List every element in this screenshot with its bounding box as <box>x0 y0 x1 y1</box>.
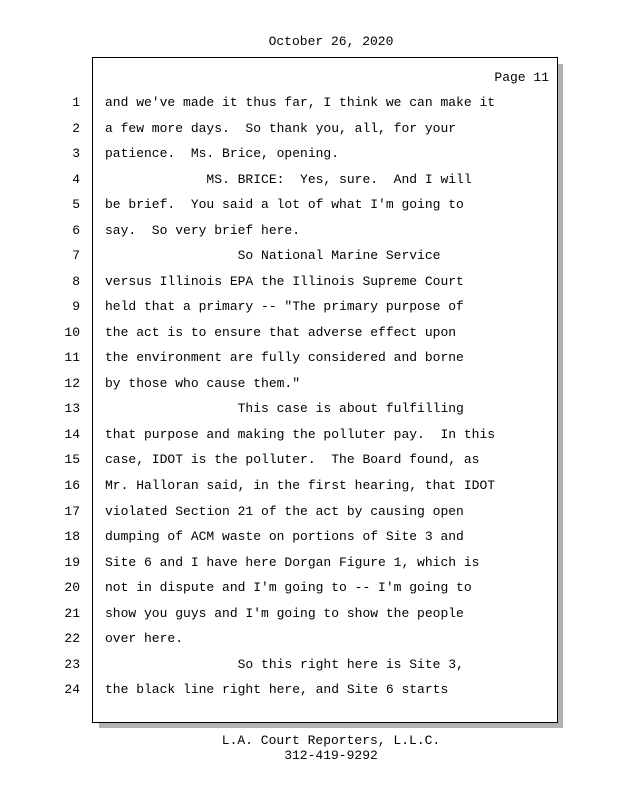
footer-phone: 312-419-9292 <box>284 748 378 763</box>
transcript-line-text: show you guys and I'm going to show the people <box>105 605 464 621</box>
footer <box>92 733 570 763</box>
transcript-line-text: over here. <box>105 631 184 647</box>
transcript-line-text: the environment are fully considered and borne <box>105 350 464 366</box>
transcript-line-number: 5 <box>72 197 80 213</box>
transcript-line-text: held that a primary -- "The primary purpose of <box>105 299 464 315</box>
transcript-line-text: violated Section 21 of the act by causing open <box>105 503 464 519</box>
transcript-line-number: 19 <box>64 554 80 570</box>
transcript-line-number: 14 <box>64 426 80 442</box>
transcript-line-number: 8 <box>72 273 80 289</box>
transcript-line-number: 9 <box>72 299 80 315</box>
line-number-column <box>0 90 80 703</box>
transcript-line-text: be brief. You said a lot of what I'm going to <box>105 197 464 213</box>
transcript-line-text: So this right here is Site 3, <box>105 656 464 672</box>
transcript-line-number: 1 <box>72 95 80 110</box>
transcript-line-number: 4 <box>72 171 80 187</box>
transcript-line-number: 24 <box>64 682 80 698</box>
transcript-line-text: by those who cause them." <box>105 375 301 391</box>
transcript-line-text: case, IDOT is the polluter. The Board found, as <box>105 452 480 468</box>
transcript-line-number: 17 <box>64 503 80 519</box>
transcript-line-text: not in dispute and I'm going to -- I'm going to <box>105 580 472 596</box>
transcript-line-text: So National Marine Service <box>105 248 441 264</box>
transcript-line-text: say. So very brief here. <box>105 222 301 238</box>
transcript-line-text: Site 6 and I have here Dorgan Figure 1, which is <box>105 554 480 570</box>
transcript-line-text: versus Illinois EPA the Illinois Supreme Court <box>105 273 464 289</box>
transcript-line-number: 3 <box>72 146 80 162</box>
transcript-line-text: patience. Ms. Brice, opening. <box>105 146 340 162</box>
page-number-label: Page 11 <box>494 70 549 85</box>
transcript-line-number: 15 <box>64 452 80 468</box>
transcript-line-text: This case is about fulfilling <box>105 401 464 417</box>
transcript-line-number: 21 <box>64 605 80 621</box>
transcript-line-number: 18 <box>64 529 80 545</box>
transcript-line-number: 10 <box>64 324 80 340</box>
transcript-line-number: 7 <box>72 248 80 264</box>
transcript-line-text: and we've made it thus far, I think we can make it <box>105 95 496 110</box>
transcript-text-column <box>105 90 565 703</box>
transcript-line-text: dumping of ACM waste on portions of Site 3 and <box>105 529 464 545</box>
footer-company: L.A. Court Reporters, L.L.C. <box>221 733 441 748</box>
transcript-line-number: 13 <box>64 401 80 417</box>
transcript-line-number: 12 <box>64 375 80 391</box>
transcript-line-number: 6 <box>72 222 80 238</box>
transcript-line-number: 2 <box>72 120 80 136</box>
transcript-line-number: 22 <box>64 631 80 647</box>
transcript-line-text: Mr. Halloran said, in the first hearing, that IDOT <box>105 477 496 493</box>
header-date: October 26, 2020 <box>268 34 394 49</box>
transcript-line-text: the act is to ensure that adverse effect upon <box>105 324 457 340</box>
transcript-line-text: that purpose and making the polluter pay. In this <box>105 426 496 442</box>
transcript-line-text: MS. BRICE: Yes, sure. And I will <box>105 171 472 187</box>
transcript-line-text: the black line right here, and Site 6 starts <box>105 682 449 698</box>
transcript-line-text: a few more days. So thank you, all, for your <box>105 120 457 136</box>
transcript-line-number: 16 <box>64 477 80 493</box>
transcript-line-number: 11 <box>64 350 80 366</box>
transcript-line-number: 23 <box>64 656 80 672</box>
transcript-line-number: 20 <box>64 580 80 596</box>
